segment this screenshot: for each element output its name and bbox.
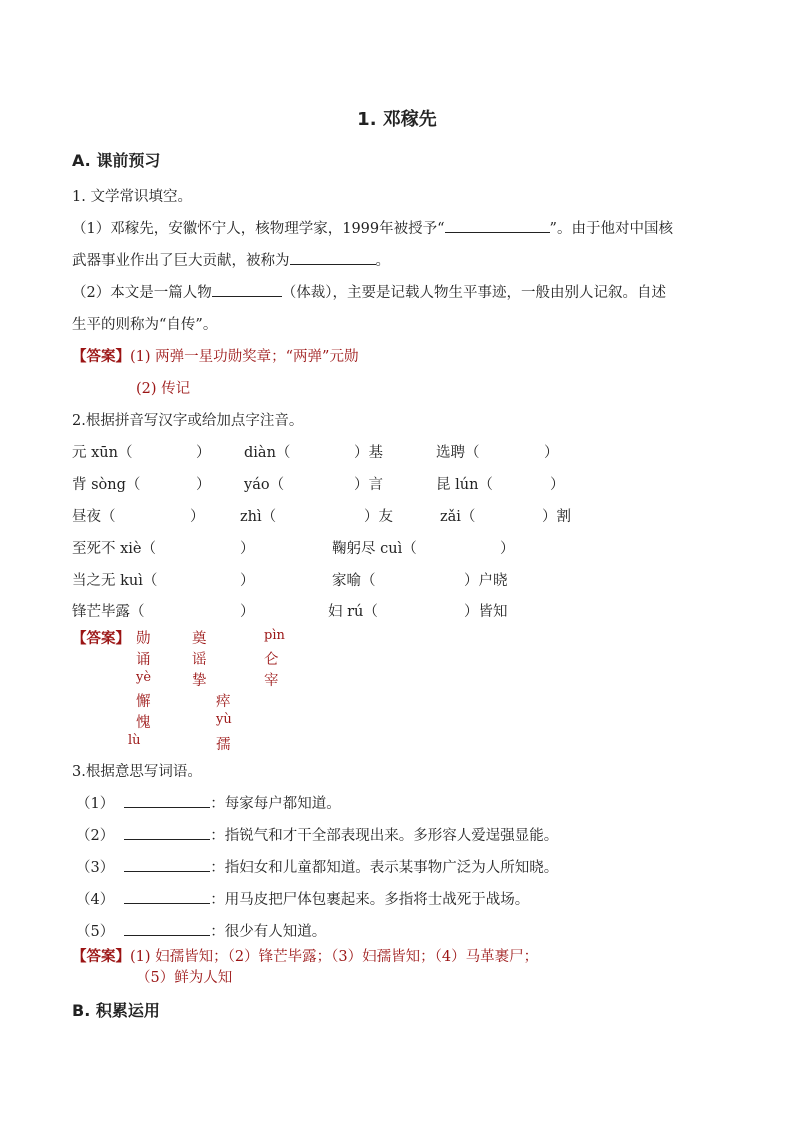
q2-r6-b: 妇 rú（ xyxy=(328,604,378,620)
q3-item-num: （3） xyxy=(76,860,115,876)
q2-r1-a: 元 xūn（ xyxy=(72,445,133,461)
q2-r1-a2: ） xyxy=(196,445,211,461)
q3-answer-2: （5）鲜为人知 xyxy=(136,970,233,986)
q1-p1-text-c: 武器事业作出了巨大贡献，被称为 xyxy=(72,253,290,269)
q2-r6-a: 锋芒毕露（ xyxy=(72,604,145,620)
q1-blank-2[interactable] xyxy=(290,252,376,265)
q3-item-text: ：指锐气和才干全部表现出来。多形容人爱逞强显能。 xyxy=(210,828,559,844)
q1-p2-text-a: （2）本文是一篇人物 xyxy=(72,285,212,301)
q1-part1-line1 xyxy=(72,217,673,238)
q3-blank-3[interactable] xyxy=(124,859,210,872)
q2-r3-b: zhì（ xyxy=(240,509,277,525)
q1-answer-2: (2) 传记 xyxy=(136,381,191,397)
q3-blank-5[interactable] xyxy=(124,923,210,936)
q1-part2-line2: 生平的则称为“自传”。 xyxy=(72,317,218,333)
q2-ans-c1-3: yè xyxy=(136,670,152,685)
q3-item-3 xyxy=(76,856,558,877)
q2-ans-c3-1: pìn xyxy=(264,628,285,643)
q1-answer-1: (1) 两弹一星功勋奖章；“两弹”元勋 xyxy=(130,349,359,365)
q2-ans-c2-6: 孺 xyxy=(216,737,231,753)
q2-ans-c1-1: 勋 xyxy=(136,631,151,647)
q2-heading: 2.根据拼音写汉字或给加点字注音。 xyxy=(72,413,304,429)
q2-ans-c1-2: 诵 xyxy=(136,652,151,668)
q2-r3-c2: ）割 xyxy=(542,509,571,525)
q3-item-num: （4） xyxy=(76,892,115,908)
q2-ans-c2-5: yù xyxy=(216,712,232,727)
q3-blank-4[interactable] xyxy=(124,891,210,904)
q2-r4-a: 至死不 xiè（ xyxy=(72,541,157,557)
q2-r2-a2: ） xyxy=(196,477,211,493)
q1-p1-text-a: （1）邓稼先，安徽怀宁人，核物理学家，1999年被授予“ xyxy=(72,221,445,237)
q3-item-text: ：指妇女和儿童都知道。表示某事物广泛为人所知晓。 xyxy=(210,860,559,876)
q3-item-1 xyxy=(76,792,341,813)
q2-r5-a2: ） xyxy=(240,573,255,589)
q2-r6-a2: ） xyxy=(240,604,255,620)
q2-r2-b: yáo（ xyxy=(244,477,285,493)
q2-ans-c2-3: 挚 xyxy=(192,673,207,689)
q2-r5-b: 家喻（ xyxy=(332,573,376,589)
q2-r4-b2: ） xyxy=(500,541,515,557)
q3-item-5 xyxy=(76,920,326,941)
q1-part1-line2 xyxy=(72,249,390,270)
q3-item-text: ：每家每户都知道。 xyxy=(210,796,341,812)
q2-r1-b2: ）基 xyxy=(354,445,383,461)
q2-r5-a: 当之无 kuì（ xyxy=(72,573,158,589)
answer-label: 【答案】 xyxy=(72,348,130,365)
q1-blank-3[interactable] xyxy=(212,284,282,297)
section-a-heading: A. 课前预习 xyxy=(72,151,161,170)
q2-ans-c2-1: 奠 xyxy=(192,631,207,647)
q3-item-num: （2） xyxy=(76,828,115,844)
q2-r5-b2: ）户晓 xyxy=(464,573,508,589)
q2-r2-c: 昆 lún（ xyxy=(436,477,493,493)
q3-item-4 xyxy=(76,888,529,909)
q3-heading: 3.根据意思写词语。 xyxy=(72,764,202,780)
q1-answer-line1 xyxy=(72,345,358,366)
q2-r3-a2: ） xyxy=(190,509,205,525)
q3-item-text: ：很少有人知道。 xyxy=(210,924,327,940)
q1-blank-1[interactable] xyxy=(445,220,550,233)
page-title: 1. 邓稼先 xyxy=(357,109,437,130)
q2-ans-c3-3: 宰 xyxy=(264,673,279,689)
q2-r3-c: zǎi（ xyxy=(440,509,476,525)
q2-ans-c2-4: 瘁 xyxy=(216,694,231,710)
q2-ans-c1-6: lù xyxy=(128,733,141,748)
q3-item-text: ：用马皮把尸体包裹起来。多指将士战死于战场。 xyxy=(210,892,530,908)
answer-label: 【答案】 xyxy=(72,948,130,965)
q2-r1-c2: ） xyxy=(544,445,559,461)
q1-part2-line1 xyxy=(72,281,666,302)
q2-ans-c3-2: 仑 xyxy=(264,652,279,668)
q3-item-num: （1） xyxy=(76,796,115,812)
section-b-heading: B. 积累运用 xyxy=(72,1001,160,1020)
q3-blank-2[interactable] xyxy=(124,827,210,840)
q3-answer-line1 xyxy=(72,945,538,966)
q2-r3-b2: ）友 xyxy=(364,509,393,525)
q3-blank-1[interactable] xyxy=(124,795,210,808)
q1-p2-text-b: （体裁），主要是记载人物生平事迹，一般由别人记叙。自述 xyxy=(281,285,666,301)
q2-ans-c2-2: 谣 xyxy=(192,652,207,668)
q2-ans-c1-4: 懈 xyxy=(136,694,151,710)
q1-p1-text-b: ”。由于他对中国核 xyxy=(549,221,673,237)
q1-p1-text-d: 。 xyxy=(375,253,390,269)
q3-item-num: （5） xyxy=(76,924,115,940)
q2-r4-a2: ） xyxy=(240,541,255,557)
q2-answer-label: 【答案】 xyxy=(72,630,130,647)
q2-r6-b2: ）皆知 xyxy=(464,604,508,620)
q2-r3-a: 昼夜（ xyxy=(72,509,116,525)
q2-r1-b: diàn（ xyxy=(244,445,291,461)
q3-item-2 xyxy=(76,824,558,845)
q2-r4-b: 鞠躬尽 cuì（ xyxy=(332,541,417,557)
q1-heading: 1. 文学常识填空。 xyxy=(72,189,192,205)
q2-ans-c1-5: 愧 xyxy=(136,715,151,731)
q2-r2-b2: ）言 xyxy=(354,477,383,493)
q2-r2-a: 背 sòng（ xyxy=(72,477,141,493)
q2-r1-c: 选聘（ xyxy=(436,445,480,461)
q3-answer-1: (1) 妇孺皆知；（2）锋芒毕露；（3）妇孺皆知；（4）马革裹尸； xyxy=(130,949,539,965)
q2-r2-c2: ） xyxy=(550,477,565,493)
